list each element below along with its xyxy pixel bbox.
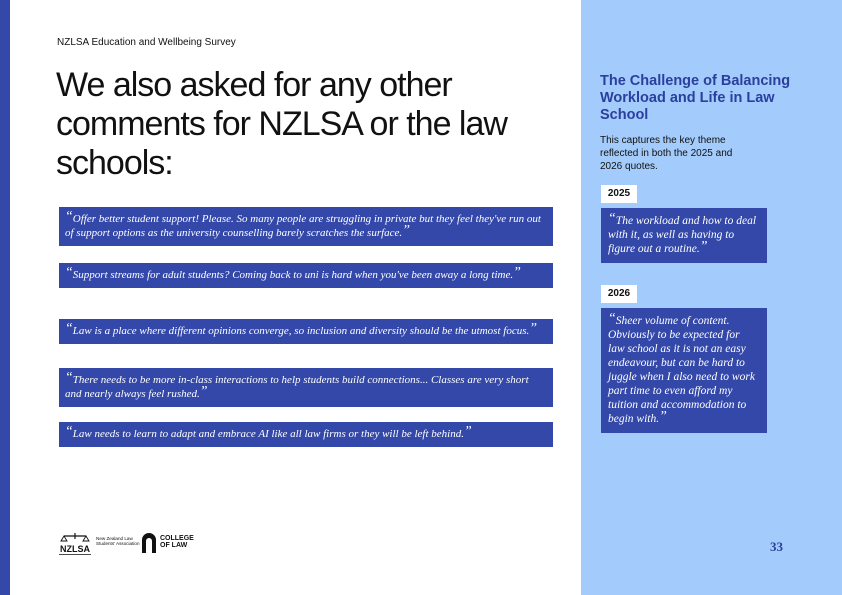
open-quote-icon: “ — [65, 321, 73, 336]
running-header: NZLSA Education and Wellbeing Survey — [57, 37, 236, 48]
close-quote-icon: ” — [402, 223, 410, 238]
page-title: We also asked for any other comments for NZLSA or the law schools: — [56, 66, 507, 182]
college-line-2: OF LAW — [160, 542, 188, 549]
year-tag-2026: 2026 — [601, 285, 637, 303]
side-quote-2025 — [601, 208, 767, 263]
year-tag-2025: 2025 — [601, 185, 637, 203]
close-quote-icon: ” — [699, 239, 708, 254]
open-quote-icon: “ — [608, 311, 616, 326]
side-panel-heading: The Challenge of Balancing Workload and Life in Law School — [600, 73, 791, 123]
close-quote-icon: ” — [513, 265, 521, 280]
side-panel-intro: This captures the key theme reflected in both the 2025 and 2026 quotes. — [600, 135, 733, 172]
open-quote-icon: “ — [65, 370, 73, 385]
page-number: 33 — [770, 539, 783, 554]
nzlsa-logo-icon — [58, 532, 92, 556]
close-quote-icon: ” — [659, 409, 667, 424]
quote-box-5 — [59, 422, 553, 447]
quote-text-1: Offer better student support! Please. So many people are struggling in private but they feel they've run out of support options as the university counselling barely scratches the surface. — [65, 213, 541, 239]
close-quote-icon: ” — [199, 384, 208, 399]
side-quote-2026 — [601, 308, 767, 433]
quote-text-5: Law needs to learn to adapt and embrace AI like all law firms or they will be left behind. — [72, 428, 464, 440]
quote-text-4: There needs to be more in-class interactions to help students build connections... Classes are very short and nearly always feel rushed. — [65, 374, 529, 400]
open-quote-icon: “ — [608, 211, 616, 226]
quote-text-3: Law is a place where different opinions converge, so inclusion and diversity should be the utmost focus. — [72, 325, 530, 337]
close-quote-icon: ” — [463, 424, 472, 439]
nzlsa-wordmark: NZLSA — [60, 544, 90, 554]
quote-box-2 — [59, 263, 553, 288]
side-quote-text-2025: The workload and how to deal with it, as well as having to figure out a routine. — [608, 215, 757, 255]
left-accent-stripe — [0, 0, 10, 595]
college-of-law-logo-icon — [140, 532, 158, 554]
college-of-law-wordmark — [160, 535, 194, 549]
open-quote-icon: “ — [65, 209, 73, 224]
footer-logos — [58, 530, 218, 560]
side-quote-text-2026: Sheer volume of content. Obviously to be expected for law school as it is not an easy endeavour, but can be hard to juggle when I also need to work part time to even afford my tuition and accommodation to begin with. — [608, 315, 755, 425]
close-quote-icon: ” — [529, 321, 538, 336]
college-line-1: COLLEGE — [160, 535, 194, 542]
quote-box-3 — [59, 319, 553, 344]
quote-box-4 — [59, 368, 553, 407]
quote-box-1 — [59, 207, 553, 246]
open-quote-icon: “ — [65, 424, 73, 439]
open-quote-icon: “ — [65, 265, 73, 280]
quote-text-2: Support streams for adult students? Coming back to uni is hard when you've been away a long time. — [72, 269, 514, 281]
nzlsa-subtitle: New Zealand Law Students' Association — [96, 536, 140, 547]
